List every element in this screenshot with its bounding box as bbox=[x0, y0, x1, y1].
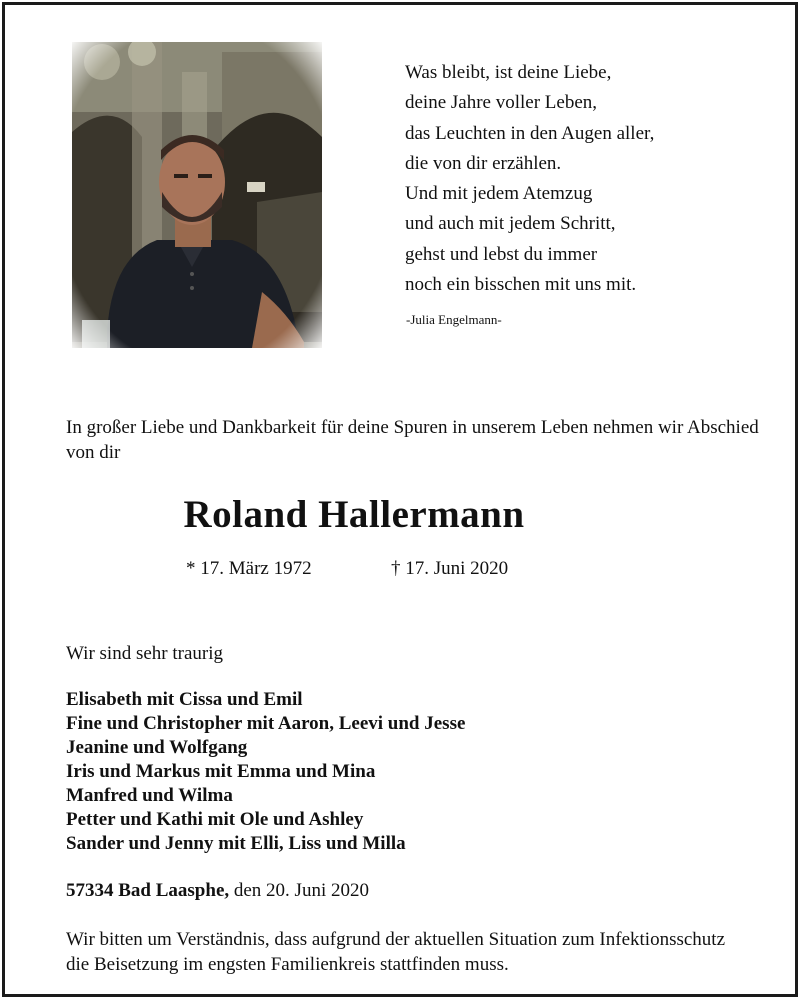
date: den 20. Juni 2020 bbox=[233, 880, 369, 901]
death-date: † 17. Juni 2020 bbox=[391, 558, 509, 579]
place-date-line bbox=[66, 880, 369, 902]
poem-line: die von dir erzählen. bbox=[405, 152, 562, 174]
place: 57334 Bad Laasphe, bbox=[66, 880, 230, 901]
mourner-entry: Jeanine und Wolfgang bbox=[66, 737, 248, 758]
poem-line: Und mit jedem Atemzug bbox=[405, 183, 593, 205]
poem-line: gehst und lebst du immer bbox=[405, 243, 598, 265]
mourners-list bbox=[66, 688, 465, 856]
poem bbox=[405, 58, 654, 300]
portrait-illustration bbox=[72, 42, 322, 348]
poem-line: deine Jahre voller Leben, bbox=[405, 92, 598, 114]
mourner-entry: Elisabeth mit Cissa und Emil bbox=[66, 689, 303, 710]
deceased-name: Roland Hallermann bbox=[183, 493, 525, 536]
mourner-entry: Sander und Jenny mit Elli, Liss und Milla bbox=[66, 833, 406, 854]
poem-line: Was bleibt, ist deine Liebe, bbox=[405, 62, 612, 83]
mourner-entry: Fine und Christopher mit Aaron, Leevi und Jesse bbox=[66, 713, 466, 734]
poem-line: noch ein bisschen mit uns mit. bbox=[405, 274, 637, 296]
mourner-entry: Manfred und Wilma bbox=[66, 785, 233, 806]
poem-line: und auch mit jedem Schritt, bbox=[405, 213, 616, 235]
poem-line: das Leuchten in den Augen aller, bbox=[405, 122, 655, 144]
mourner-entry: Iris und Markus mit Emma und Mina bbox=[66, 761, 376, 782]
mourner-entry: Petter und Kathi mit Ole und Ashley bbox=[66, 809, 364, 830]
mourning-line: Wir sind sehr traurig bbox=[66, 643, 224, 664]
closing-note: Wir bitten um Verständnis, dass aufgrund der aktuellen Situation zum Infektionsschutz die Beisetzung im engsten Familienkreis stattfinden muss. bbox=[66, 929, 725, 975]
birth-date: * 17. März 1972 bbox=[186, 558, 312, 579]
intro-text: In großer Liebe und Dankbarkeit für deine Spuren in unserem Leben nehmen wir Abschied von dir bbox=[66, 417, 759, 463]
portrait-photo bbox=[72, 42, 322, 348]
poem-author: -Julia Engelmann- bbox=[406, 312, 502, 327]
